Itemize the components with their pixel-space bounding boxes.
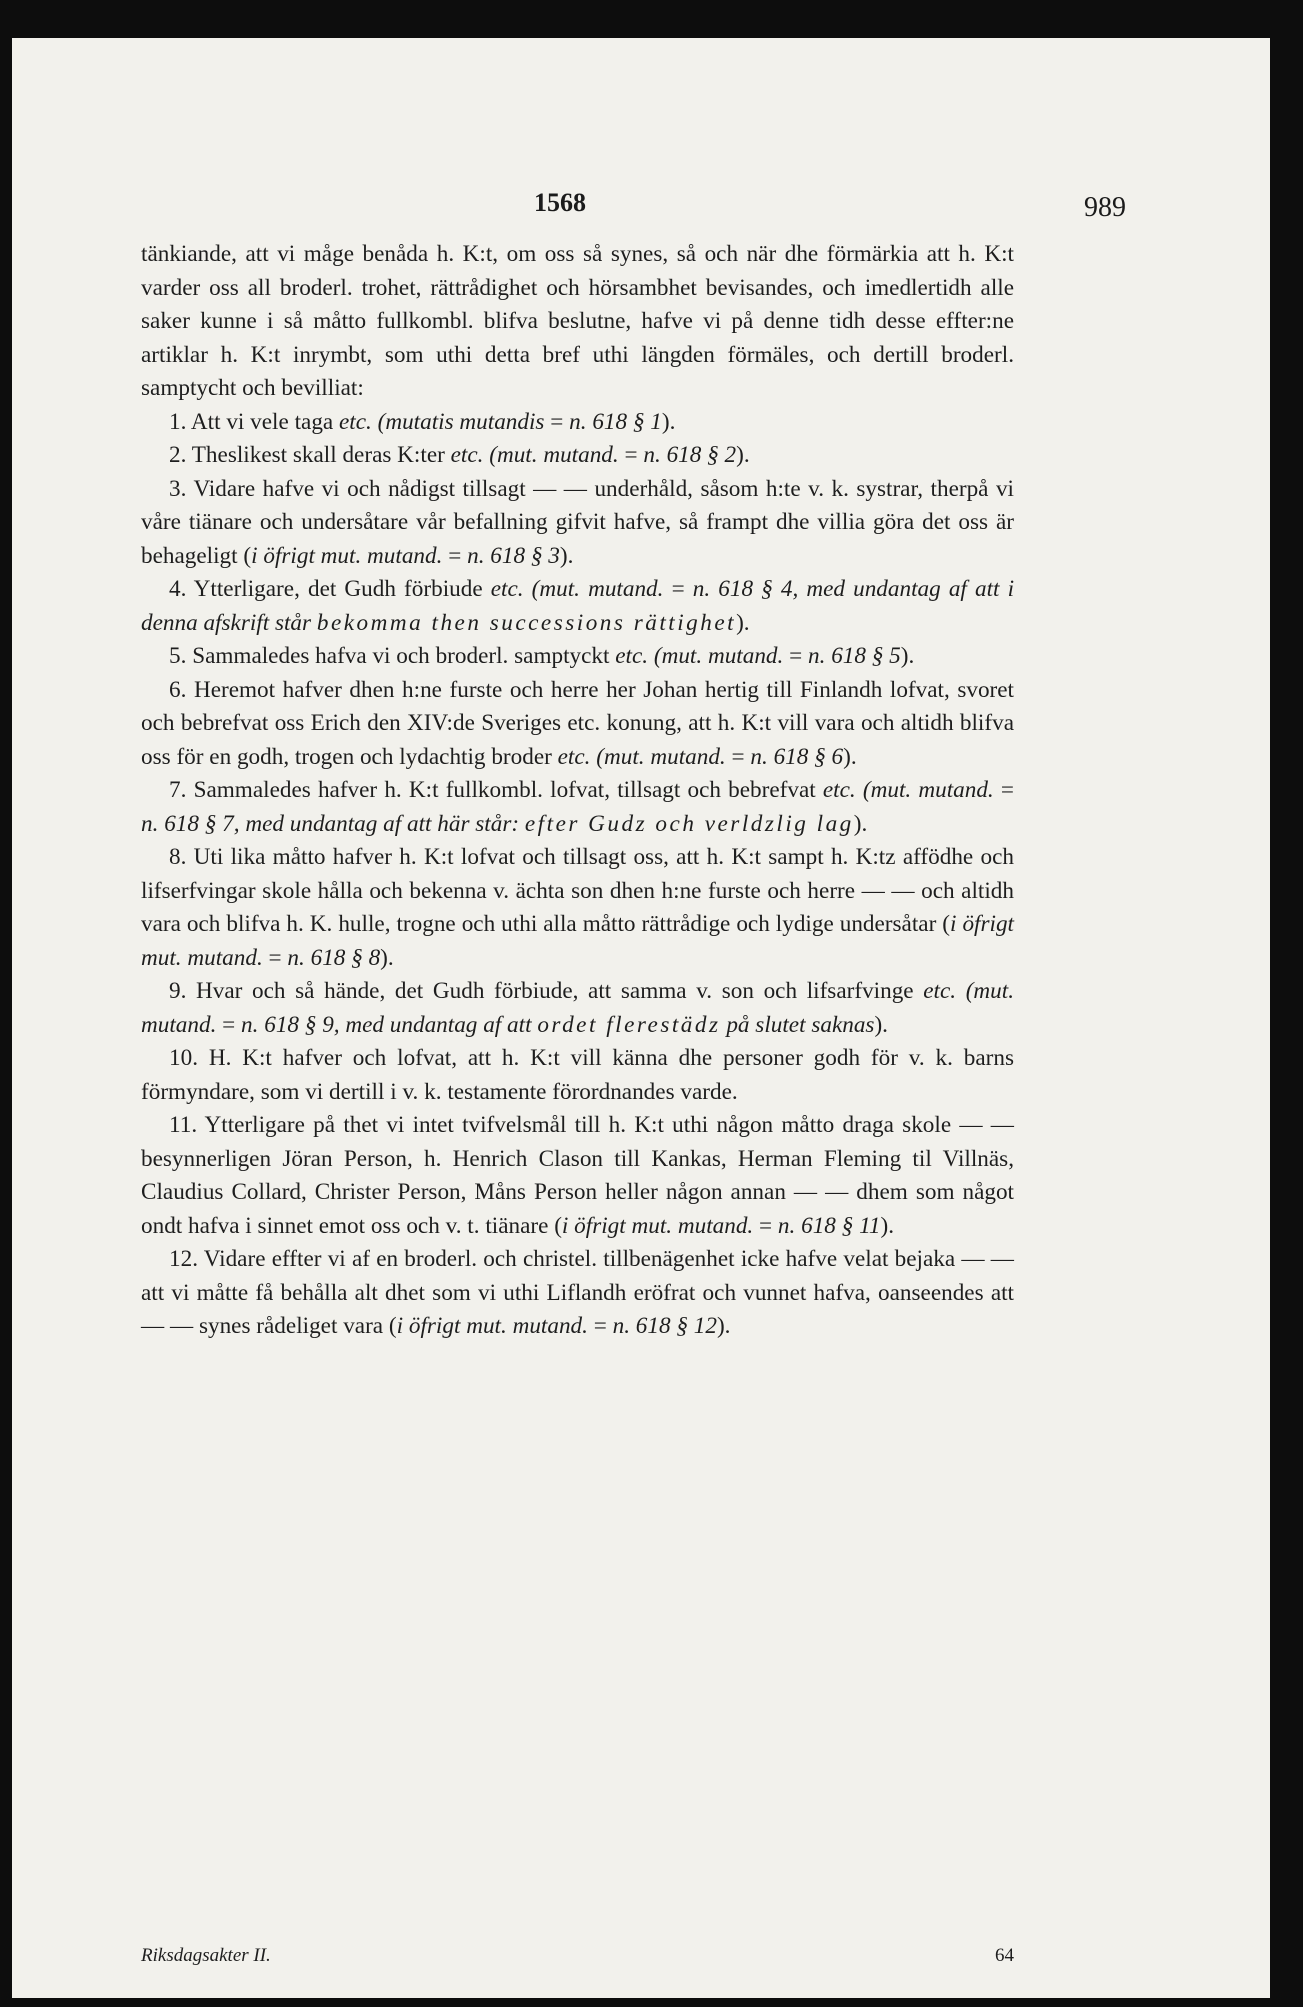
page-header (12, 188, 1270, 228)
article-paragraph (141, 841, 1014, 975)
text-segment: ). (736, 442, 750, 468)
text-segment: 11. Ytterligare på thet vi intet tvifvelsmål till h. K:t uthi någon måtto draga skole — — besynnerligen Jöran Person, h. Henrich Clason till Kankas, Herman Fleming til Villnäs, Claudius Collard, Christer Person, Måns Person heller någon annan — — dhem som något ondt hafva i sinnet emot oss och v. t. tiänare ( (141, 1112, 1014, 1239)
page-number: 989 (1084, 192, 1126, 223)
body-text (141, 238, 1014, 1344)
italic-text: bekomma then successions rättighet (316, 609, 737, 636)
italic-text: n. 618 § 11 (777, 1212, 881, 1239)
text-segment: 10. H. K:t hafver och lofvat, att h. K:t vill känna dhe personer godh för v. k. barns förmyndare, som vi dertill i v. k. testamente förordnandes varde. (141, 1045, 1014, 1105)
text-segment: ). (559, 542, 574, 569)
italic-text: n. 618 § 4, med undantag af att i denna afskrift står (141, 576, 1015, 636)
article-paragraph (141, 975, 1014, 1042)
text-segment: = (587, 1313, 613, 1339)
italic-text: n. 618 § 12 (612, 1313, 717, 1339)
text-segment: = (442, 542, 468, 569)
text-segment: = (993, 777, 1014, 803)
article-paragraph (141, 1042, 1014, 1109)
document-page (12, 38, 1270, 1998)
text-segment: 12. Vidare effter vi af en broderl. och christel. tillbenägenhet icke hafve velat bejaka — — att vi måtte få behålla alt dhet som vi uthi Liflandh eröfrat och vunnet hafva, oanseendes att — — synes rådeliget vara ( (141, 1246, 1014, 1339)
text-segment: = (262, 944, 288, 971)
intro-paragraph (141, 238, 1014, 406)
italic-text: på slutet saknas (720, 1011, 875, 1038)
text-segment: tänkiande, att vi måge benåda h. K:t, om oss så synes, så och när dhe förmärkia att h. K:t varder oss all broderl. trohet, rättrådighet och hörsambhet bevisandes, och imedlertidh alle saker kunne i så måtto fullkombl. blifva beslutne, hafve vi på denne tidh desse effter:ne artiklar h. K:t inrymbt, som uthi detta bref uthi längden förmäles, och dertill broderl. samptycht och bevilliat: (141, 241, 1014, 401)
italic-text: etc. (mut. mutand. (557, 743, 726, 770)
italic-text: n. 618 § 7, med undantag af att här står: (141, 810, 525, 837)
text-segment: ). (874, 1011, 888, 1038)
text-segment: 3. Vidare hafve vi och nådigst tillsagt — — underhåld, såsom h:te v. k. systrar, therpå vi våre tiänare och undersåtare vår befallning gifvit hafve, så frampt dhe villia göra det oss är behageligt ( (141, 475, 1014, 569)
text-segment: ). (380, 944, 394, 971)
article-paragraph (141, 439, 1014, 473)
text-segment: 7. Sammaledes hafver h. K:t fullkombl. lofvat, tillsagt och bebrefvat (169, 777, 823, 803)
text-segment: 5. Sammaledes hafva vi och broderl. samptyckt (169, 643, 616, 669)
italic-text: ordet flerestädz (537, 1011, 721, 1038)
italic-text: n. 618 § 5 (808, 643, 901, 669)
italic-text: etc. (mut. mutand. (822, 777, 994, 803)
text-segment: ). (880, 1212, 895, 1239)
text-segment: = (725, 743, 751, 770)
italic-text: i öfrigt mut. mutand. (396, 1313, 588, 1339)
text-segment: ). (900, 643, 915, 669)
italic-text: i öfrigt mut. mutand. (561, 1212, 754, 1239)
text-segment: 6. Heremot hafver dhen h:ne furste och herre her Johan hertig till Finlandh lofvat, svoret och bebrefvat oss Erich den XIV:de Sveriges etc. konung, att h. K:t vill vara och altidh blifva oss för en godh, trogen och lydachtig broder (141, 676, 1014, 770)
italic-text: etc. (mut. mutand. (490, 576, 664, 602)
italic-text: etc. (mut. mutand. (615, 643, 784, 669)
italic-text: i öfrigt mut. mutand. (251, 542, 443, 569)
text-segment: ). (736, 609, 750, 636)
text-segment: = (663, 576, 693, 602)
italic-text: n. 618 § 1 (569, 408, 662, 435)
text-segment: ). (843, 743, 857, 770)
footer-signature: 64 (995, 1945, 1014, 1966)
header-year: 1568 (534, 188, 586, 217)
text-segment: 9. Hvar och så hände, det Gudh förbiude, att samma v. son och lifsarfvinge (169, 978, 924, 1004)
text-segment: ). (661, 408, 676, 435)
italic-text: n. 618 § 6 (750, 743, 844, 770)
italic-text: n. 618 § 8 (287, 944, 381, 971)
italic-text: n. 618 § 9, med undantag af att (241, 1011, 538, 1038)
text-segment: = (783, 643, 808, 669)
italic-text: etc. (mut. mutand. (141, 978, 1015, 1038)
text-segment: = (216, 1011, 242, 1038)
text-segment: = (544, 408, 570, 435)
article-paragraph (141, 473, 1014, 574)
article-paragraph (141, 674, 1014, 775)
italic-text: etc. (mut. mutand. (450, 442, 619, 468)
text-segment: ). (716, 1313, 731, 1339)
italic-text: efter Gudz och verldzlig lag (524, 810, 854, 837)
text-segment: = (753, 1212, 778, 1239)
text-segment: 4. Ytterligare, det Gudh förbiude (169, 576, 491, 602)
article-paragraph (141, 1109, 1014, 1243)
text-segment: = (618, 442, 644, 468)
italic-text: i öfrigt mut. mutand. (141, 911, 1014, 971)
article-paragraph (141, 573, 1014, 640)
italic-text: etc. (mutatis mutandis (339, 408, 545, 435)
italic-text: n. 618 § 2 (643, 442, 737, 468)
article-paragraph (141, 640, 1014, 674)
text-segment: 8. Uti lika måtto hafver h. K:t lofvat och tillsagt oss, att h. K:t sampt h. K:tz affödhe och lifserfvingar skole hålla och bekenna v. ächta son dhen h:ne furste och herre — — och altidh vara och blifva h. K. hulle, trogne och uthi alla måtto rättrådige och lydige undersåtar ( (141, 844, 1014, 937)
article-paragraph (141, 406, 1014, 440)
text-segment: 1. Att vi vele taga (169, 408, 339, 435)
article-paragraph (141, 1243, 1014, 1344)
article-paragraph (141, 774, 1014, 841)
italic-text: n. 618 § 3 (467, 542, 560, 569)
text-segment: 2. Theslikest skall deras K:ter (169, 442, 451, 468)
text-segment: ). (853, 810, 868, 837)
footer-source: Riksdagsakter II. (141, 1945, 271, 1966)
